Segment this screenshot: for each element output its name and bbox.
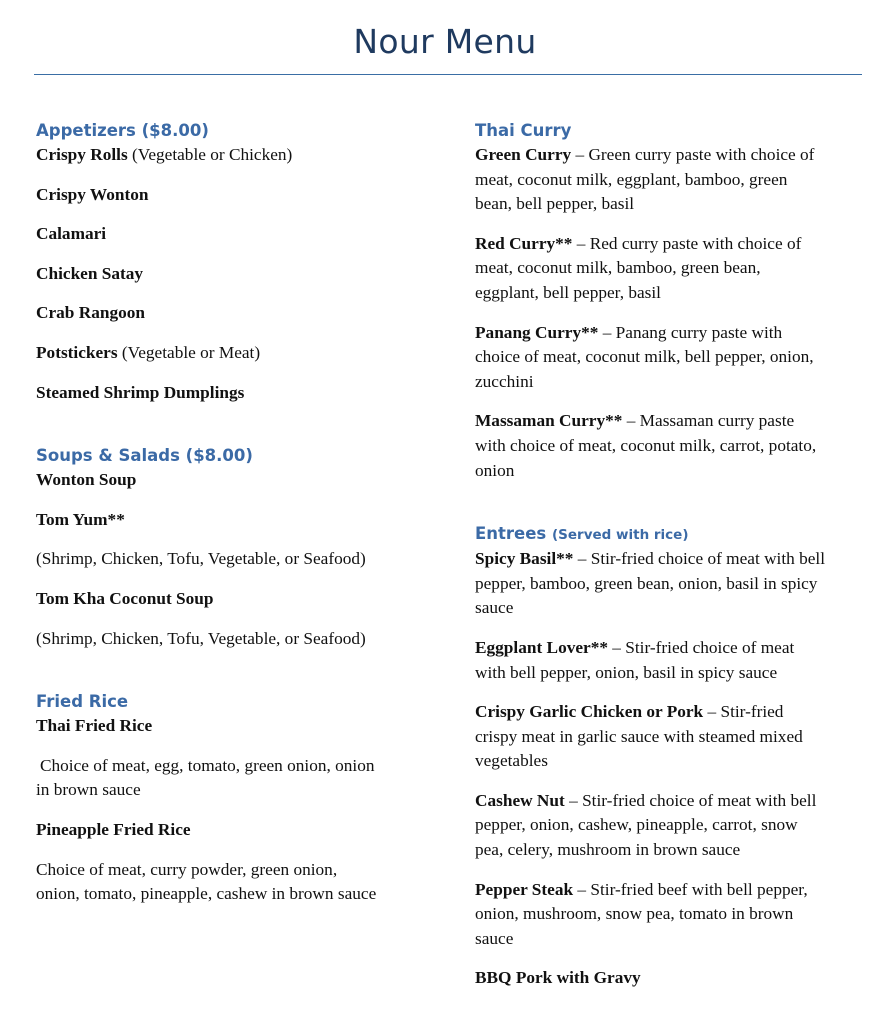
description-line: choice of meat, coconut milk, bell pepper, onion, (475, 347, 814, 367)
item-name: Green Curry (475, 145, 572, 164)
description-line: – Stir-fried choice of meat with bell (573, 549, 826, 569)
item-name: Tom Yum** (36, 509, 125, 529)
description-line: – Red curry paste with choice of (572, 233, 802, 253)
item-name: Eggplant Lover** (475, 637, 608, 657)
menu-item-pepper-steak (475, 878, 865, 952)
page-title: Nour Menu (353, 22, 537, 61)
menu-item-crab-rangoon (36, 301, 436, 326)
description-line: – Stir-fried (703, 702, 784, 722)
menu-item-tom-yum (36, 508, 436, 533)
description-line: – Stir-fried beef with bell pepper, (573, 879, 808, 899)
description-line: – Stir-fried choice of meat with bell (564, 790, 817, 810)
item-name: Cashew Nut (475, 790, 565, 810)
description-line: with choice of meat, coconut milk, carrot, potato, (475, 435, 817, 455)
item-note: (Vegetable or Meat) (121, 342, 261, 362)
item-name: Steamed Shrimp Dumplings (36, 382, 245, 402)
heading-text: Entrees (475, 524, 547, 544)
item-name: Pineapple Fried Rice (36, 819, 191, 839)
tom-yum-options: (Shrimp, Chicken, Tofu, Vegetable, or Seafood) (36, 549, 366, 569)
section-heading-thai-curry: Thai Curry (475, 121, 572, 140)
description-line: pea, celery, mushroom in brown sauce (475, 840, 741, 860)
item-name: Crispy Garlic Chicken or Pork (475, 702, 704, 722)
item-name: Chicken Satay (36, 263, 144, 283)
menu-item-steamed-shrimp-dumplings (36, 381, 436, 406)
description-line: sauce (475, 928, 514, 948)
item-name: Crab Rangoon (36, 303, 145, 323)
menu-item-crispy-rolls (36, 143, 436, 168)
section-heading-soups-salads: Soups & Salads ($8.00) (36, 446, 253, 466)
item-name: Massaman Curry** (475, 411, 623, 431)
description-line: vegetables (475, 751, 548, 771)
description-line: pepper, onion, cashew, pineapple, carrot, snow (475, 815, 798, 835)
thai-fried-rice-description-cont (36, 778, 436, 803)
description-line: meat, coconut milk, eggplant, bamboo, green (475, 169, 788, 189)
right-column (475, 119, 865, 991)
description-line: onion (475, 460, 515, 480)
description-line: onion, mushroom, snow pea, tomato in brown (475, 904, 794, 924)
menu-item-potstickers (36, 341, 436, 366)
item-name: Thai Fried Rice (36, 716, 153, 736)
description-line: crispy meat in garlic sauce with steamed mixed (475, 726, 803, 746)
section-heading-appetizers: Appetizers ($8.00) (36, 121, 209, 140)
menu-item-massaman-curry (475, 409, 865, 483)
description-line: meat, coconut milk, bamboo, green bean, (475, 258, 761, 278)
menu-item-spicy-basil (475, 547, 865, 621)
description-line: – Green curry paste with choice of (571, 145, 815, 164)
item-name: Spicy Basil** (475, 549, 574, 569)
item-name: Wonton Soup (36, 470, 137, 490)
section-heading-entrees (475, 522, 865, 547)
description-line: – Stir-fried choice of meat (607, 637, 795, 657)
menu-item-chicken-satay (36, 262, 436, 287)
tom-kha-options: (Shrimp, Chicken, Tofu, Vegetable, or Seafood) (36, 628, 366, 648)
item-name: BBQ Pork with Gravy (475, 968, 641, 988)
item-name: Pepper Steak (475, 879, 574, 899)
menu-item-red-curry (475, 232, 865, 306)
menu-item-bbq-pork (475, 966, 865, 991)
menu-item-crispy-garlic (475, 700, 865, 774)
description-line: sauce (475, 598, 514, 618)
menu-item-cashew-nut (475, 789, 865, 863)
item-name: Potstickers (36, 342, 118, 362)
menu-item-calamari (36, 222, 436, 247)
menu-item-eggplant-lover (475, 636, 865, 685)
description-line: onion, tomato, pineapple, cashew in brown sauce (36, 884, 377, 904)
item-name: Crispy Wonton (36, 184, 149, 204)
item-name: Crispy Rolls (36, 145, 128, 164)
item-name: Tom Kha Coconut Soup (36, 588, 214, 608)
description-line: – Panang curry paste with (598, 322, 783, 342)
pineapple-fried-rice-description (36, 858, 436, 883)
description-line: – Massaman curry paste (622, 411, 795, 431)
thai-fried-rice-description (36, 754, 436, 779)
description-line: eggplant, bell pepper, basil (475, 282, 661, 302)
description-line: pepper, bamboo, green bean, onion, basil in spicy (475, 573, 818, 593)
description-line: with bell pepper, onion, basil in spicy sauce (475, 662, 778, 682)
left-column (36, 119, 436, 907)
item-name: Calamari (36, 224, 107, 244)
pineapple-fried-rice-description-cont (36, 882, 436, 907)
title-divider (34, 74, 862, 75)
description-line: in brown sauce (36, 780, 141, 800)
menu-item-pineapple-fried-rice (36, 818, 436, 843)
menu-item-crispy-wonton (36, 183, 436, 208)
description-line: Choice of meat, egg, tomato, green onion, onion (40, 755, 375, 775)
menu-item-wonton-soup (36, 468, 436, 493)
heading-note: (Served with rice) (552, 527, 689, 544)
menu-item-thai-fried-rice (36, 714, 436, 739)
description-line: zucchini (475, 371, 534, 391)
description-line: Choice of meat, curry powder, green onion, (36, 859, 338, 879)
menu-item-green-curry (475, 143, 865, 217)
item-name: Red Curry** (475, 233, 573, 253)
menu-item-panang-curry (475, 321, 865, 395)
section-heading-fried-rice: Fried Rice (36, 692, 129, 712)
item-note: (Vegetable or Chicken) (132, 145, 293, 164)
item-name: Panang Curry** (475, 322, 599, 342)
menu-item-tom-kha (36, 587, 436, 612)
description-line: bean, bell pepper, basil (475, 194, 635, 214)
